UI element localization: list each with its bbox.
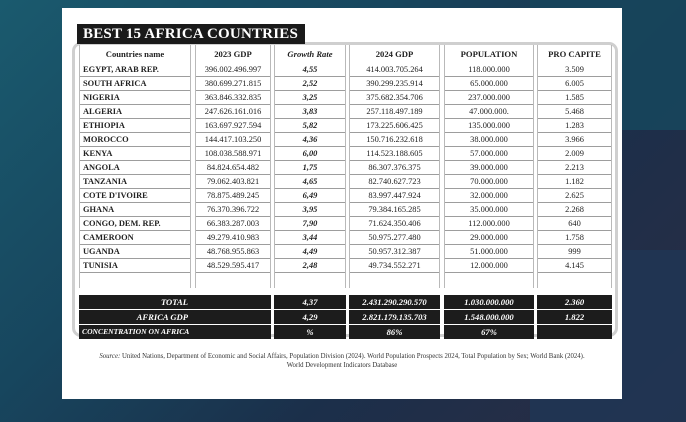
totals-cell-growth: 4,29 [274, 310, 346, 324]
totals-cell-procapite [537, 325, 612, 339]
cell-country: UGANDA [80, 245, 190, 259]
totals-cell-population: 1.548.000.000 [444, 310, 534, 324]
table-row [75, 203, 615, 217]
table-row [75, 119, 615, 133]
cell-gdp2024: 82.740.627.723 [350, 175, 439, 189]
cell-growth: 3,95 [275, 203, 345, 217]
totals-cell-procapite: 2.360 [537, 295, 612, 309]
cell-procapite: 5.468 [538, 105, 611, 119]
cell-population: 29.000.000 [445, 231, 533, 245]
cell-country: CONGO, DEM. REP. [80, 217, 190, 231]
cell-growth: 4,49 [275, 245, 345, 259]
column-header: Countries name [105, 49, 165, 59]
cell-growth: 2,52 [275, 77, 345, 91]
cell-growth: 1,75 [275, 161, 345, 175]
cell-country: TANZANIA [80, 175, 190, 189]
cell-country: ETHIOPIA [80, 119, 190, 133]
cell-population: 39.000.000 [445, 161, 533, 175]
cell-population: 112.000.000 [445, 217, 533, 231]
cell-gdp2024: 86.307.376.375 [350, 161, 439, 175]
cell-procapite: 6.005 [538, 77, 611, 91]
totals-row [75, 295, 615, 309]
source-text: United Nations, Department of Economic and Social Affairs, Population Division (2024). World Population Prospects 2024, Total Population by Sex; World Bank (2024). World Development Indicators Database [121, 353, 585, 369]
cell-growth: 4,55 [275, 63, 345, 77]
cell-gdp2024: 50.975.277.480 [350, 231, 439, 245]
cell-procapite: 3.966 [538, 133, 611, 147]
cell-population: 51.000.000 [445, 245, 533, 259]
cell-country: KENYA [80, 147, 190, 161]
cell-growth: 5,82 [275, 119, 345, 133]
cell-growth: 4,65 [275, 175, 345, 189]
table-row [75, 259, 615, 273]
cell-country: SOUTH AFRICA [80, 77, 190, 91]
cell-country: COTE D'IVOIRE [80, 189, 190, 203]
cell-country: NIGERIA [80, 91, 190, 105]
cell-growth: 7,90 [275, 217, 345, 231]
infographic-card [62, 8, 622, 399]
totals-filler [191, 310, 271, 324]
table-row [75, 175, 615, 189]
cell-gdp2024: 257.118.497.189 [350, 105, 439, 119]
cell-gdp2023: 163.697.927.594 [196, 119, 270, 133]
cell-gdp2024: 49.734.552.271 [350, 259, 439, 273]
cell-growth: 2,48 [275, 259, 345, 273]
column-header: 2023 GDP [214, 49, 252, 59]
cell-population: 70.000.000 [445, 175, 533, 189]
cell-gdp2024: 71.624.350.406 [350, 217, 439, 231]
cell-gdp2023: 76.370.396.722 [196, 203, 270, 217]
source-label: Source: [99, 353, 121, 360]
cell-growth: 6,49 [275, 189, 345, 203]
totals-cell-label: CONCENTRATION ON AFRICA [79, 325, 191, 339]
cell-procapite: 3.509 [538, 63, 611, 77]
cell-population: 57.000.000 [445, 147, 533, 161]
cell-gdp2023: 49.279.410.983 [196, 231, 270, 245]
cell-procapite: 1.283 [538, 119, 611, 133]
totals-cell-label: AFRICA GDP [79, 310, 191, 324]
cell-population: 65.000.000 [445, 77, 533, 91]
cell-gdp2023: 48.529.595.417 [196, 259, 270, 273]
table-row [75, 161, 615, 175]
totals-filler [191, 325, 271, 339]
table-row [75, 231, 615, 245]
cell-gdp2023: 78.875.489.245 [196, 189, 270, 203]
cell-population: 12.000.000 [445, 259, 533, 273]
totals-cell-gdp2024: 86% [349, 325, 440, 339]
table-row [75, 245, 615, 259]
cell-procapite: 4.145 [538, 259, 611, 273]
page-title: BEST 15 AFRICA COUNTRIES [77, 24, 305, 44]
cell-procapite: 2.009 [538, 147, 611, 161]
cell-gdp2024: 50.957.312.387 [350, 245, 439, 259]
totals-cell-gdp2024: 2.431.290.290.570 [349, 295, 440, 309]
cell-population: 47.000.000. [445, 105, 533, 119]
table-row [75, 217, 615, 231]
totals-cell-gdp2024: 2.821.179.135.703 [349, 310, 440, 324]
cell-growth: 3,83 [275, 105, 345, 119]
cell-population: 135.000.000 [445, 119, 533, 133]
column-header: POPULATION [460, 49, 518, 59]
cell-country: ANGOLA [80, 161, 190, 175]
cell-population: 38.000.000 [445, 133, 533, 147]
cell-gdp2023: 380.699.271.815 [196, 77, 270, 91]
cell-procapite: 1.182 [538, 175, 611, 189]
cell-procapite: 1.585 [538, 91, 611, 105]
totals-cell-label: TOTAL [79, 295, 191, 309]
source-note [92, 352, 592, 370]
table-row [75, 91, 615, 105]
cell-population: 32.000.000 [445, 189, 533, 203]
cell-gdp2023: 396.002.496.997 [196, 63, 270, 77]
cell-gdp2023: 79.062.403.821 [196, 175, 270, 189]
totals-cell-population: 67% [444, 325, 534, 339]
cell-procapite: 2.268 [538, 203, 611, 217]
cell-growth: 4,36 [275, 133, 345, 147]
cell-country: ALGERIA [80, 105, 190, 119]
cell-gdp2024: 173.225.606.425 [350, 119, 439, 133]
cell-gdp2023: 363.846.332.835 [196, 91, 270, 105]
cell-procapite: 2.625 [538, 189, 611, 203]
table-row [75, 77, 615, 91]
cell-procapite: 1.758 [538, 231, 611, 245]
totals-row [75, 310, 615, 324]
cell-gdp2023: 247.626.161.016 [196, 105, 270, 119]
cell-gdp2024: 390.299.235.914 [350, 77, 439, 91]
cell-gdp2024: 414.003.705.264 [350, 63, 439, 77]
cell-gdp2023: 144.417.103.250 [196, 133, 270, 147]
totals-cell-growth: % [274, 325, 346, 339]
totals-cell-growth: 4,37 [274, 295, 346, 309]
cell-gdp2023: 108.038.588.971 [196, 147, 270, 161]
cell-gdp2023: 48.768.955.863 [196, 245, 270, 259]
totals-cell-procapite: 1.822 [537, 310, 612, 324]
cell-country: MOROCCO [80, 133, 190, 147]
cell-gdp2024: 83.997.447.924 [350, 189, 439, 203]
cell-gdp2024: 114.523.188.605 [350, 147, 439, 161]
table-row [75, 133, 615, 147]
table-row [75, 63, 615, 77]
column-header: PRO CAPITE [548, 49, 601, 59]
cell-population: 118.000.000 [445, 63, 533, 77]
cell-population: 35.000.000 [445, 203, 533, 217]
cell-country: TUNISIA [80, 259, 190, 273]
cell-gdp2023: 84.824.654.482 [196, 161, 270, 175]
totals-filler [191, 295, 271, 309]
countries-table [72, 42, 618, 337]
cell-growth: 3,25 [275, 91, 345, 105]
totals-cell-population: 1.030.000.000 [444, 295, 534, 309]
cell-gdp2024: 375.682.354.706 [350, 91, 439, 105]
cell-gdp2024: 79.384.165.285 [350, 203, 439, 217]
cell-country: GHANA [80, 203, 190, 217]
cell-procapite: 2.213 [538, 161, 611, 175]
cell-procapite: 999 [538, 245, 611, 259]
cell-population: 237.000.000 [445, 91, 533, 105]
column-header: 2024 GDP [375, 49, 414, 59]
table-row [75, 105, 615, 119]
cell-procapite: 640 [538, 217, 611, 231]
cell-growth: 3,44 [275, 231, 345, 245]
column-header: Growth Rate [287, 49, 333, 59]
cell-growth: 6,00 [275, 147, 345, 161]
cell-country: EGYPT, ARAB REP. [80, 63, 190, 77]
totals-row [75, 325, 615, 339]
cell-gdp2023: 66.383.287.003 [196, 217, 270, 231]
table-row [75, 189, 615, 203]
cell-gdp2024: 150.716.232.618 [350, 133, 439, 147]
cell-country: CAMEROON [80, 231, 190, 245]
table-row [75, 147, 615, 161]
